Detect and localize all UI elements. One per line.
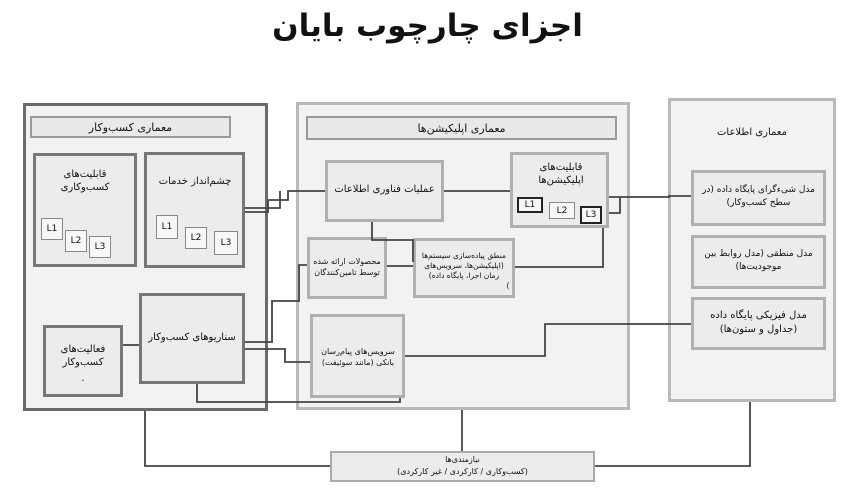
application-capabilities-l2: L2 <box>549 202 575 219</box>
supplier-products-label: محصولات ارائه شده توسط تامین‌کنندگان <box>313 257 381 277</box>
banking-messaging-services-label: سرویس‌های پیام‌رسان بانکی (مانند سوئیفت) <box>321 347 395 367</box>
requirements-subtitle: (کسب‌وکاری / کارکردی / غیر کارکردی) <box>397 467 528 476</box>
application-capabilities-label: قابلیت‌های اپلیکیشن‌ها <box>538 162 584 186</box>
application-capabilities-l3: L3 <box>580 206 602 224</box>
business-capabilities-l3: L3 <box>89 236 111 258</box>
it-operations-label: عملیات فناوری اطلاعات <box>334 184 435 195</box>
connector-business-requirements <box>145 411 330 466</box>
implementation-logic-tail: ) <box>506 281 510 290</box>
object-model-label: مدل شیءگرای پایگاه داده (در سطح کسب‌وکار) <box>702 185 815 208</box>
business-activities-label: فعالیت‌های کسب‌وکار <box>60 344 106 368</box>
business-capabilities-l1: L1 <box>41 218 63 240</box>
service-vision-l3: L3 <box>214 231 238 255</box>
service-vision-l2: L2 <box>185 227 207 249</box>
page-title: اجزای چارچوب بایان <box>272 8 583 44</box>
connector-appcaps-objectmodel <box>609 196 691 197</box>
connector-info-requirements <box>595 402 750 466</box>
business-capabilities-label: قابلیت‌های کسب‌وکاری <box>60 169 110 193</box>
physical-model-label: مدل فیزیکی پایگاه داده (جداول و ستون‌ها) <box>710 310 807 335</box>
business-architecture-label: معماری کسب‌وکار <box>30 116 231 138</box>
connector-logic-appcaps <box>515 228 603 267</box>
business-scenarios-label: سناریوهای کسب‌وکار <box>148 332 236 343</box>
connector-itops-logic <box>372 222 413 262</box>
connector-scenarios-app <box>245 265 307 342</box>
service-vision-label: چشم‌انداز خدمات <box>158 176 232 187</box>
connector-scenarios-banking <box>245 349 310 362</box>
business-activities-tail: . <box>81 373 85 384</box>
service-vision-l1: L1 <box>156 215 178 239</box>
requirements-title: نیازمندی‌ها <box>445 455 480 464</box>
connector-scenarios-bottom <box>197 384 400 402</box>
connector-banking-physical <box>405 324 691 356</box>
application-capabilities-l1: L1 <box>517 197 543 213</box>
application-architecture-label: معماری اپلیکیشن‌ها <box>306 116 617 140</box>
implementation-logic-label: منطق پیاده‌سازی سیستم‌ها (اپلیکیشن‌ها، سرویس‌های زمان اجرا، پایگاه داده) <box>421 251 507 280</box>
connector-appcaps-objectmodel-2 <box>609 197 620 213</box>
logical-model-label: مدل منطقی (مدل روابط بین موجودیت‌ها) <box>704 249 813 272</box>
information-architecture-label: معماری اطلاعات <box>717 127 787 138</box>
business-capabilities-l2: L2 <box>65 230 87 252</box>
